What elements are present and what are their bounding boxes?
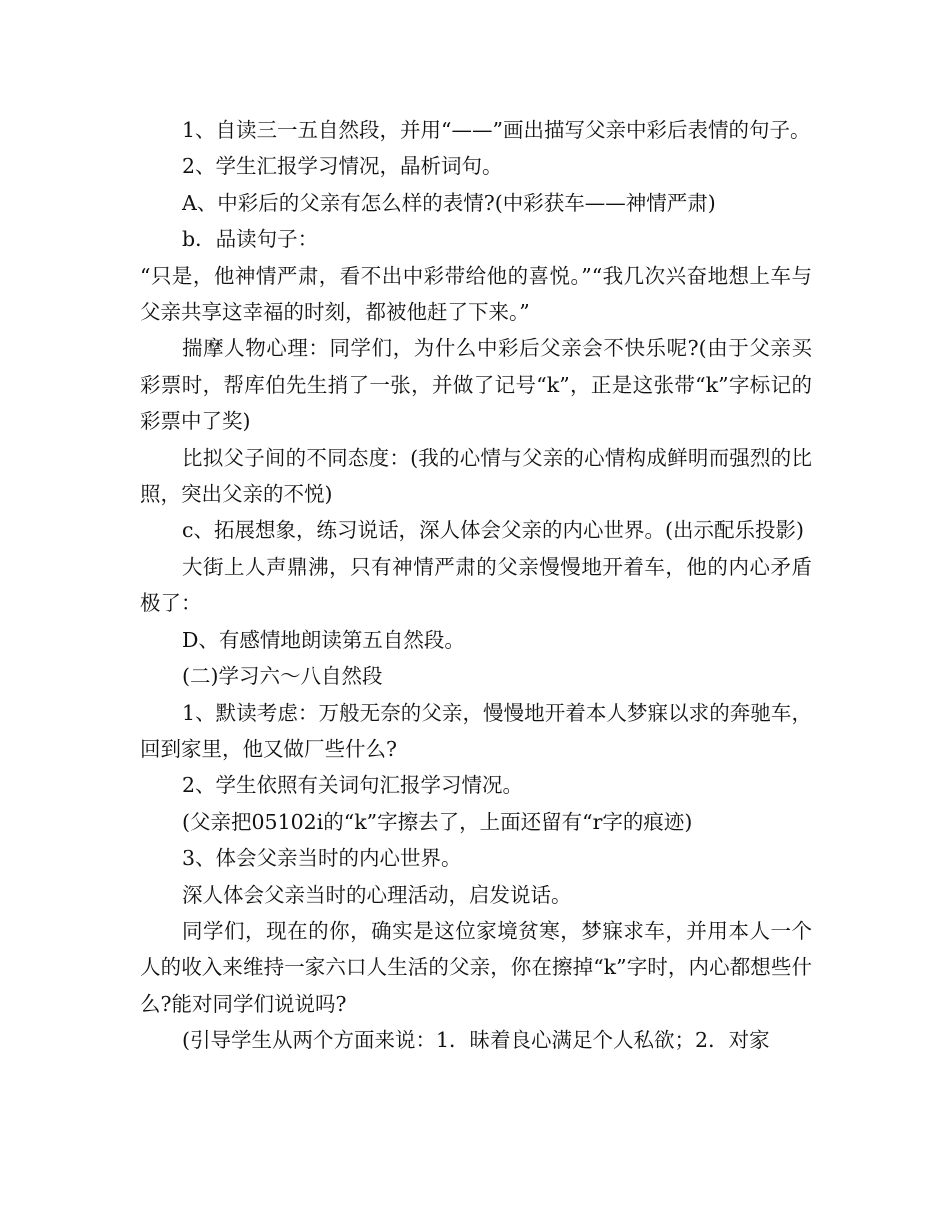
paragraph-3: A、中彩后的父亲有怎么样的表情?(中彩获车——神情严肃) <box>182 190 716 215</box>
paragraph-17: 同学们，现在的你，确实是这位家境贫寒，梦寐求车，并用本人一个人的收入来维持一家六口人生活的父亲，你在擦掉“k”字时，内心都想些什么?能对同学们说说吗? <box>140 918 812 1016</box>
paragraph-18: (引导学生从两个方面来说：1．昧着良心满足个人私欲；2．对家 <box>182 1028 770 1053</box>
paragraph-16: 深人体会父亲当时的心理活动，启发说话。 <box>182 882 572 907</box>
paragraph-2: 2、学生汇报学习情况，晶析词句。 <box>182 154 503 179</box>
paragraph-12: 1、默读考虑：万般无奈的父亲，慢慢地开着本人梦寐以求的奔驰车，回到家里，他又做厂些什么? <box>140 700 812 761</box>
paragraph-11: (二)学习六～八自然段 <box>182 664 383 689</box>
paragraph-15: 3、体会父亲当时的内心世界。 <box>182 846 462 871</box>
paragraph-13: 2、学生依照有关词句汇报学习情况。 <box>182 773 524 798</box>
paragraph-14: (父亲把05102i的“k”字擦去了，上面还留有“r字的痕迹) <box>182 809 693 834</box>
paragraph-4: b．品读句子： <box>182 227 319 252</box>
paragraph-8: c、拓展想象，练习说话，深人体会父亲的内心世界。(出示配乐投影) <box>182 518 804 543</box>
paragraph-6: 揣摩人物心理：同学们，为什么中彩后父亲会不快乐呢?(由于父亲买彩票时，帮库伯先生捎了一张，并做了记号“k”，正是这张带“k”字标记的彩票中了奖) <box>140 336 812 434</box>
paragraph-9: 大街上人声鼎沸，只有神情严肃的父亲慢慢地开着车，他的内心矛盾极了： <box>140 554 812 616</box>
paragraph-5: “只是，他神情严肃，看不出中彩带给他的喜悦。”“我几次兴奋地想上车与父亲共享这幸福的时刻，都被他赶了下来。” <box>140 263 812 325</box>
paragraph-1: 1、自读三一五自然段，并用“——”画出描写父亲中彩后表情的句子。 <box>182 118 811 142</box>
paragraph-7: 比拟父子间的不同态度：(我的心情与父亲的心情构成鲜明而强烈的比照，突出父亲的不悦) <box>140 445 812 507</box>
paragraph-10: D、有感情地朗读第五自然段。 <box>182 627 465 652</box>
document-page <box>140 112 812 1059</box>
